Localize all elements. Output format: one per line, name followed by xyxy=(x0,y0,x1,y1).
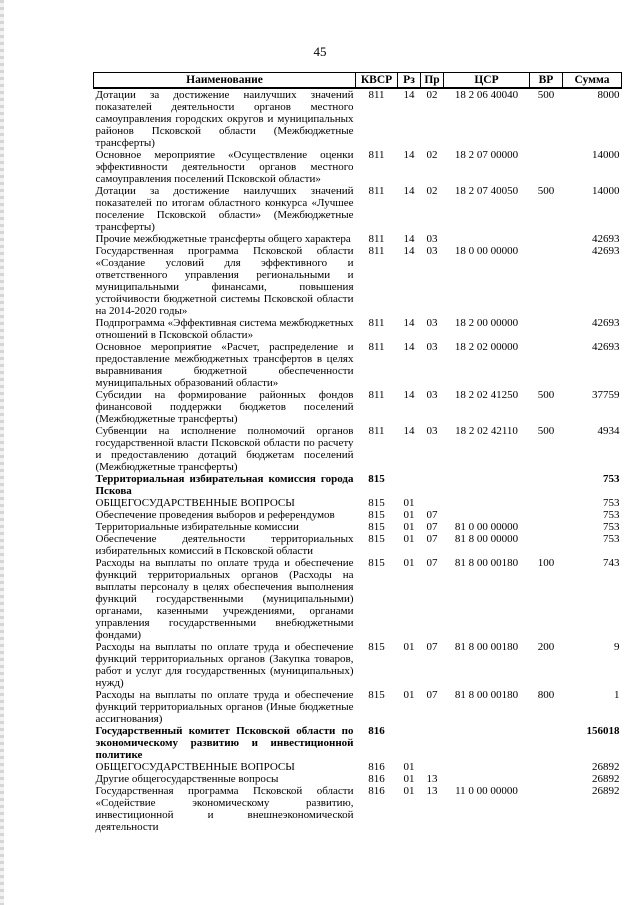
cell-vr: 500 xyxy=(537,185,555,197)
cell-sum: 9 xyxy=(614,641,620,653)
header-csr: ЦСР xyxy=(444,73,530,89)
table-row xyxy=(94,149,622,185)
cell-pr xyxy=(421,497,444,509)
cell-name: Дотации за достижение наилучших значений показателей по итогам областного конкурса «Лучшее поселение Псковской области» (Межбюджетные трансферты) xyxy=(95,185,354,233)
table-row xyxy=(94,341,622,389)
cell-csr: 81 8 00 00180 xyxy=(454,641,519,653)
header-vr: ВР xyxy=(530,73,563,89)
cell-name: Обеспечение проведения выборов и референдумов xyxy=(95,509,335,521)
cell-rz xyxy=(398,725,421,761)
budget-table xyxy=(93,72,622,833)
table-row xyxy=(94,88,622,149)
cell-vr xyxy=(530,533,563,557)
cell-sum: 8000 xyxy=(597,89,620,101)
cell-sum: 156018 xyxy=(586,725,620,737)
cell-vr xyxy=(530,233,563,245)
cell-rz: 01 xyxy=(403,497,415,509)
cell-sum: 1 xyxy=(614,689,620,701)
table-row xyxy=(94,245,622,317)
cell-rz: 01 xyxy=(403,641,415,653)
header-kvsr: КВСР xyxy=(356,73,398,89)
cell-rz: 01 xyxy=(403,761,415,773)
table-header-row xyxy=(94,73,622,89)
cell-pr: 07 xyxy=(426,521,438,533)
cell-pr: 03 xyxy=(426,389,438,401)
cell-kvsr: 811 xyxy=(368,317,385,329)
cell-name: Расходы на выплаты по оплате труда и обеспечение функций территориальных органов (Закупка товаров, работ и услуг для государственных (муниципальных) нужд) xyxy=(95,641,354,689)
cell-kvsr: 816 xyxy=(368,785,385,797)
cell-name: Государственная программа Псковской области «Создание условий для эффективного и ответственного управления региональными и муниципальными финансами, повышения устойчивости бюджетной системы Псковской области на 2014-2020 годы» xyxy=(95,245,354,317)
cell-pr: 07 xyxy=(426,509,438,521)
cell-kvsr: 811 xyxy=(368,389,385,401)
cell-kvsr: 811 xyxy=(368,425,385,437)
cell-kvsr: 815 xyxy=(368,533,385,545)
cell-pr: 13 xyxy=(426,773,438,785)
cell-csr: 18 2 02 41250 xyxy=(454,389,519,401)
cell-vr: 200 xyxy=(537,641,555,653)
cell-pr xyxy=(421,473,444,497)
cell-kvsr: 815 xyxy=(368,557,385,569)
cell-kvsr: 816 xyxy=(368,725,385,737)
cell-kvsr: 811 xyxy=(368,89,385,101)
cell-csr: 81 8 00 00180 xyxy=(454,689,519,701)
cell-csr: 81 0 00 00000 xyxy=(454,521,519,533)
cell-pr: 03 xyxy=(426,317,438,329)
cell-rz: 14 xyxy=(403,245,415,257)
cell-csr xyxy=(444,509,530,521)
cell-kvsr: 815 xyxy=(368,689,385,701)
cell-vr xyxy=(530,245,563,317)
cell-kvsr: 815 xyxy=(368,473,385,485)
cell-sum: 753 xyxy=(603,533,620,545)
cell-kvsr: 811 xyxy=(368,233,385,245)
cell-pr: 03 xyxy=(426,425,438,437)
cell-sum: 753 xyxy=(603,509,620,521)
cell-pr: 07 xyxy=(426,641,438,653)
cell-sum: 42693 xyxy=(592,245,620,257)
header-pr: Пр xyxy=(421,73,444,89)
cell-rz: 01 xyxy=(403,785,415,797)
cell-pr: 02 xyxy=(426,89,438,101)
cell-pr: 03 xyxy=(426,341,438,353)
cell-csr xyxy=(444,773,530,785)
cell-rz: 14 xyxy=(403,89,415,101)
table-row xyxy=(94,689,622,725)
cell-name: Территориальная избирательная комиссия города Пскова xyxy=(95,473,354,497)
cell-csr: 11 0 00 00000 xyxy=(455,785,518,797)
table-row xyxy=(94,557,622,641)
cell-pr: 02 xyxy=(426,149,438,161)
scan-edge xyxy=(0,0,4,905)
table-row xyxy=(94,509,622,521)
cell-csr: 18 0 00 00000 xyxy=(454,245,519,257)
header-sum: Сумма xyxy=(563,73,622,89)
cell-kvsr: 815 xyxy=(368,521,385,533)
cell-kvsr: 811 xyxy=(368,149,385,161)
cell-kvsr: 811 xyxy=(368,341,385,353)
header-name: Наименование xyxy=(94,73,356,89)
cell-sum: 42693 xyxy=(592,317,620,329)
cell-kvsr: 815 xyxy=(368,497,385,509)
table-row xyxy=(94,233,622,245)
cell-vr xyxy=(530,521,563,533)
cell-sum: 42693 xyxy=(592,341,620,353)
cell-rz: 01 xyxy=(403,557,415,569)
cell-sum: 753 xyxy=(603,473,620,485)
table-row xyxy=(94,773,622,785)
cell-pr: 03 xyxy=(426,233,438,245)
cell-sum: 42693 xyxy=(592,233,620,245)
cell-csr: 18 2 02 42110 xyxy=(455,425,518,437)
table-row xyxy=(94,785,622,833)
cell-csr xyxy=(444,473,530,497)
cell-vr xyxy=(530,725,563,761)
cell-csr xyxy=(444,497,530,509)
cell-csr: 81 8 00 00180 xyxy=(454,557,519,569)
cell-vr xyxy=(530,317,563,341)
cell-rz: 01 xyxy=(403,509,415,521)
cell-sum: 14000 xyxy=(592,185,620,197)
cell-name: Территориальные избирательные комиссии xyxy=(95,521,299,533)
table-row xyxy=(94,473,622,497)
cell-csr: 18 2 00 00000 xyxy=(454,317,519,329)
cell-csr xyxy=(444,761,530,773)
cell-name: Подпрограмма «Эффективная система межбюджетных отношений в Псковской области» xyxy=(95,317,354,341)
cell-sum: 743 xyxy=(603,557,620,569)
cell-kvsr: 811 xyxy=(368,245,385,257)
cell-name: Государственный комитет Псковской области по экономическому развитию и инвестиционной политике xyxy=(95,725,354,761)
cell-name: Другие общегосударственные вопросы xyxy=(95,773,279,785)
cell-pr: 07 xyxy=(426,533,438,545)
cell-csr xyxy=(444,233,530,245)
cell-vr xyxy=(530,497,563,509)
cell-name: Государственная программа Псковской области «Содействие экономическому развитию, инвестиционной и внешнеэкономической деятельности xyxy=(95,785,354,833)
cell-rz: 14 xyxy=(403,185,415,197)
cell-name: Расходы на выплаты по оплате труда и обеспечение функций территориальных органов (Расходы на выплаты персоналу в целях обеспечения выполнения функций государственными (муниципальными) органами, казенными учреждениями, органами управления государственными внебюджетными фондами) xyxy=(95,557,354,641)
cell-pr: 13 xyxy=(426,785,438,797)
cell-vr: 500 xyxy=(537,425,555,437)
cell-vr: 100 xyxy=(537,557,555,569)
cell-name: Субвенции на исполнение полномочий органов государственной власти Псковской области по расчету и предоставлению дотаций бюджетам поселений (Межбюджетные трансферты) xyxy=(95,425,354,473)
cell-csr xyxy=(444,725,530,761)
table-row xyxy=(94,521,622,533)
cell-vr xyxy=(530,773,563,785)
cell-csr: 18 2 06 40040 xyxy=(454,89,519,101)
cell-vr: 500 xyxy=(537,89,555,101)
cell-kvsr: 811 xyxy=(368,185,385,197)
cell-name: Дотации за достижение наилучших значений показателей деятельности органов местного самоуправления городских округов и муниципальных районов Псковской области (Межбюджетные трансферты) xyxy=(95,89,354,149)
cell-name: Основное мероприятие «Расчет, распределение и предоставление межбюджетных трансфертов в целях выравнивания бюджетной обеспеченности муниципальных образований области» xyxy=(95,341,354,389)
cell-pr: 07 xyxy=(426,689,438,701)
cell-name: Основное мероприятие «Осуществление оценки эффективности деятельности органов местного самоуправления поселений Псковской области» xyxy=(95,149,354,185)
table-row xyxy=(94,185,622,233)
page-number: 45 xyxy=(313,44,327,59)
cell-csr: 81 8 00 00000 xyxy=(454,533,519,545)
cell-vr xyxy=(530,509,563,521)
cell-csr: 18 2 02 00000 xyxy=(454,341,519,353)
cell-sum: 753 xyxy=(603,521,620,533)
header-rz: Рз xyxy=(398,73,421,89)
cell-rz: 01 xyxy=(403,689,415,701)
cell-rz: 01 xyxy=(403,521,415,533)
cell-rz: 01 xyxy=(403,533,415,545)
cell-name: Прочие межбюджетные трансферты общего характера xyxy=(95,233,351,245)
cell-kvsr: 815 xyxy=(368,641,385,653)
cell-vr xyxy=(530,341,563,389)
cell-sum: 14000 xyxy=(592,149,620,161)
cell-rz: 14 xyxy=(403,317,415,329)
cell-vr xyxy=(530,473,563,497)
cell-csr: 18 2 07 40050 xyxy=(454,185,519,197)
cell-rz: 14 xyxy=(403,389,415,401)
table-row xyxy=(94,317,622,341)
cell-pr: 07 xyxy=(426,557,438,569)
cell-vr: 800 xyxy=(537,689,555,701)
cell-name: Субсидии на формирование районных фондов финансовой поддержки бюджетов поселений (Межбюджетные трансферты) xyxy=(95,389,354,425)
table-row xyxy=(94,497,622,509)
cell-kvsr: 816 xyxy=(368,773,385,785)
cell-sum: 26892 xyxy=(592,761,620,773)
cell-sum: 4934 xyxy=(597,425,620,437)
table-body xyxy=(94,88,622,833)
table-row xyxy=(94,725,622,761)
cell-rz: 01 xyxy=(403,773,415,785)
cell-pr xyxy=(421,725,444,761)
cell-vr xyxy=(530,149,563,185)
cell-name: ОБЩЕГОСУДАРСТВЕННЫЕ ВОПРОСЫ xyxy=(95,761,295,773)
table-row xyxy=(94,641,622,689)
table-row xyxy=(94,761,622,773)
table-row xyxy=(94,533,622,557)
cell-name: ОБЩЕГОСУДАРСТВЕННЫЕ ВОПРОСЫ xyxy=(95,497,295,509)
cell-rz: 14 xyxy=(403,233,415,245)
cell-pr: 03 xyxy=(426,245,438,257)
cell-sum: 26892 xyxy=(592,773,620,785)
cell-rz xyxy=(398,473,421,497)
cell-vr xyxy=(530,761,563,773)
cell-sum: 26892 xyxy=(592,785,620,797)
cell-rz: 14 xyxy=(403,149,415,161)
cell-rz: 14 xyxy=(403,341,415,353)
cell-sum: 753 xyxy=(603,497,620,509)
cell-kvsr: 815 xyxy=(368,509,385,521)
cell-name: Обеспечение деятельности территориальных избирательных комиссий в Псковской области xyxy=(95,533,354,557)
cell-vr xyxy=(530,785,563,833)
table-row xyxy=(94,389,622,425)
cell-pr xyxy=(421,761,444,773)
cell-pr: 02 xyxy=(426,185,438,197)
cell-csr: 18 2 07 00000 xyxy=(454,149,519,161)
cell-rz: 14 xyxy=(403,425,415,437)
cell-sum: 37759 xyxy=(592,389,620,401)
cell-kvsr: 816 xyxy=(368,761,385,773)
table-row xyxy=(94,425,622,473)
cell-name: Расходы на выплаты по оплате труда и обеспечение функций территориальных органов (Иные бюджетные ассигнования) xyxy=(95,689,354,725)
cell-vr: 500 xyxy=(537,389,555,401)
